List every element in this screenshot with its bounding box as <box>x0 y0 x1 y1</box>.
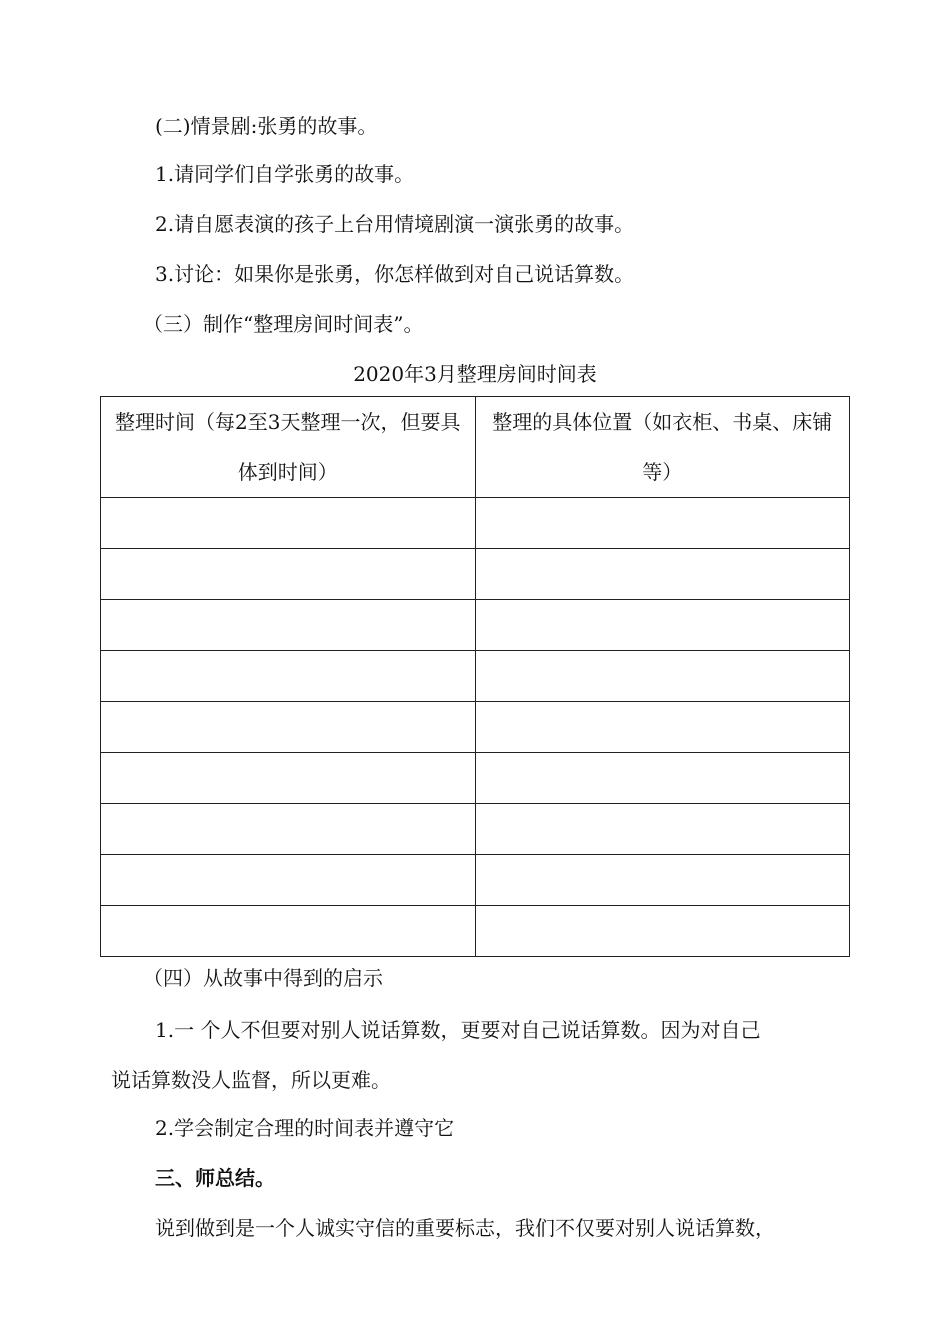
table-row <box>101 906 850 957</box>
table-header-row <box>101 397 850 498</box>
paragraph-lesson-1-line-1: 1.一 个人不但要对别人说话算数，更要对自己说话算数。因为对自己 <box>155 1018 761 1042</box>
table-cell[interactable] <box>101 498 476 549</box>
section-heading-teacher-summary: 三、师总结。 <box>155 1166 275 1190</box>
table-cell[interactable] <box>475 855 850 906</box>
header-cell-location: 整理的具体位置（如衣柜、书桌、床铺等） <box>475 397 850 498</box>
table-row <box>101 549 850 600</box>
paragraph-lesson-2: 2.学会制定合理的时间表并遵守它 <box>155 1116 455 1140</box>
table-cell[interactable] <box>101 906 476 957</box>
table-cell[interactable] <box>101 804 476 855</box>
table-cell[interactable] <box>101 549 476 600</box>
table-caption: 2020年3月整理房间时间表 <box>353 362 597 386</box>
paragraph-step-3: 3.讨论：如果你是张勇，你怎样做到对自己说话算数。 <box>155 262 635 286</box>
table-cell[interactable] <box>475 549 850 600</box>
table-cell[interactable] <box>101 600 476 651</box>
paragraph-scene-play: (二)情景剧:张勇的故事。 <box>155 114 378 138</box>
table-row <box>101 600 850 651</box>
paragraph-step-2: 2.请自愿表演的孩子上台用情境剧演一演张勇的故事。 <box>155 212 635 236</box>
table-cell[interactable] <box>101 702 476 753</box>
room-cleaning-schedule-table <box>100 396 850 957</box>
table-cell[interactable] <box>475 498 850 549</box>
table-cell[interactable] <box>475 702 850 753</box>
table-cell[interactable] <box>475 804 850 855</box>
table-cell[interactable] <box>475 600 850 651</box>
paragraph-step-1: 1.请同学们自学张勇的故事。 <box>155 162 415 186</box>
table-cell[interactable] <box>475 906 850 957</box>
header-cell-time: 整理时间（每2至3天整理一次，但要具体到时间） <box>101 397 476 498</box>
table-row <box>101 753 850 804</box>
table-cell[interactable] <box>475 651 850 702</box>
table-cell[interactable] <box>475 753 850 804</box>
paragraph-summary: 说到做到是一个人诚实守信的重要标志，我们不仅要对别人说话算数， <box>155 1216 775 1240</box>
paragraph-make-schedule: （三）制作“整理房间时间表”。 <box>143 312 424 336</box>
paragraph-lessons-heading: （四）从故事中得到的启示 <box>143 966 383 990</box>
table-cell[interactable] <box>101 753 476 804</box>
table-row <box>101 855 850 906</box>
table-row <box>101 804 850 855</box>
table-row <box>101 702 850 753</box>
paragraph-lesson-1-line-2: 说话算数没人监督，所以更难。 <box>111 1068 391 1092</box>
table-row <box>101 498 850 549</box>
table-cell[interactable] <box>101 855 476 906</box>
table-row <box>101 651 850 702</box>
table-cell[interactable] <box>101 651 476 702</box>
